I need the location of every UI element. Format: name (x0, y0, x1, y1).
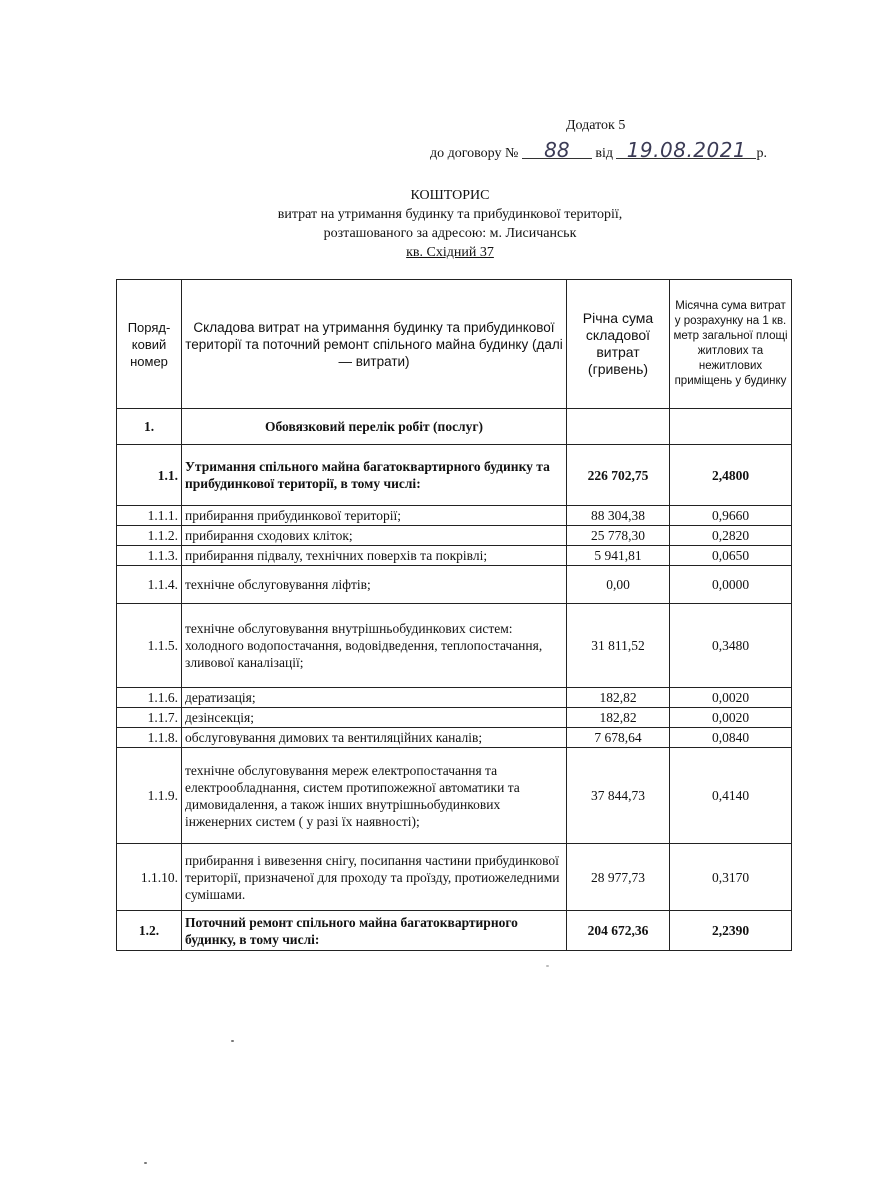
row-desc: Утримання спільного майна багатоквартирного будинку та прибудинкової території, в тому числі: (182, 445, 567, 506)
table-row (117, 445, 792, 506)
table-row (117, 728, 792, 748)
row-year: 88 304,38 (567, 506, 670, 526)
row-year: 204 672,36 (567, 911, 670, 951)
row-desc: технічне обслуговування мереж електропостачання та електрообладнання, систем протипожежної автоматики та димовидалення, а також інших внутрішньобудинкових інженерних систем ( у разі їх наявності); (182, 748, 567, 844)
header-num: Поряд-ковий номер (117, 280, 182, 409)
header-year: Річна сума складової витрат (гривень) (567, 280, 670, 409)
row-desc: дератизація; (182, 688, 567, 708)
section-num: 1. (117, 409, 182, 445)
row-desc: обслуговування димових та вентиляційних каналів; (182, 728, 567, 748)
scan-speck (231, 1040, 234, 1042)
table-row (117, 748, 792, 844)
table-row (117, 911, 792, 951)
row-month: 0,3170 (670, 844, 792, 911)
header-month: Місячна сума витрат у розрахунку на 1 кв. метр загальної площі житлових та нежитлових приміщень у будинку (670, 280, 792, 409)
table-row (117, 688, 792, 708)
contract-line (430, 138, 767, 162)
row-num: 1.1.8. (117, 728, 182, 748)
row-year: 182,82 (567, 688, 670, 708)
row-month: 0,0020 (670, 708, 792, 728)
row-num: 1.2. (117, 911, 182, 951)
row-month: 2,4800 (670, 445, 792, 506)
table-header-row (117, 280, 792, 409)
appendix-label: Додаток 5 (566, 118, 626, 133)
row-num: 1.1.1. (117, 506, 182, 526)
row-year: 25 778,30 (567, 526, 670, 546)
row-num: 1.1.2. (117, 526, 182, 546)
row-desc: прибирання підвалу, технічних поверхів та покрівлі; (182, 546, 567, 566)
row-year: 182,82 (567, 708, 670, 728)
row-desc: прибирання прибудинкової території; (182, 506, 567, 526)
row-num: 1.1.3. (117, 546, 182, 566)
row-month: 0,3480 (670, 604, 792, 688)
table-row (117, 604, 792, 688)
section-month (670, 409, 792, 445)
section-year (567, 409, 670, 445)
row-year: 31 811,52 (567, 604, 670, 688)
row-year: 7 678,64 (567, 728, 670, 748)
scan-speck (144, 1162, 147, 1164)
row-desc: технічне обслуговування внутрішньобудинкових систем: холодного водопостачання, водовідведення, теплопостачання, зливової каналізації; (182, 604, 567, 688)
scan-speck (546, 965, 549, 967)
table-row (117, 708, 792, 728)
row-year: 0,00 (567, 566, 670, 604)
row-month: 0,0000 (670, 566, 792, 604)
table-row (117, 506, 792, 526)
row-num: 1.1.9. (117, 748, 182, 844)
row-month: 0,0840 (670, 728, 792, 748)
doc-address: кв. Східний 37 (406, 245, 494, 260)
table-row (117, 566, 792, 604)
row-month: 0,0020 (670, 688, 792, 708)
row-month: 0,0650 (670, 546, 792, 566)
budget-table (116, 279, 792, 951)
row-year: 5 941,81 (567, 546, 670, 566)
row-num: 1.1.4. (117, 566, 182, 604)
table-row (117, 844, 792, 911)
row-desc: прибирання сходових кліток; (182, 526, 567, 546)
row-month: 0,9660 (670, 506, 792, 526)
row-month: 2,2390 (670, 911, 792, 951)
section-row (117, 409, 792, 445)
row-num: 1.1.10. (117, 844, 182, 911)
table-row (117, 526, 792, 546)
row-num: 1.1. (117, 445, 182, 506)
row-month: 0,2820 (670, 526, 792, 546)
doc-subtitle-2: розташованого за адресою: м. Лисичанськ (323, 226, 577, 241)
date-prefix: від (595, 146, 613, 161)
row-num: 1.1.7. (117, 708, 182, 728)
row-desc: дезінсекція; (182, 708, 567, 728)
row-year: 226 702,75 (567, 445, 670, 506)
row-desc: технічне обслуговування ліфтів; (182, 566, 567, 604)
date-suffix: р. (756, 146, 767, 161)
row-num: 1.1.5. (117, 604, 182, 688)
contract-date: 19.08.2021 (616, 142, 756, 159)
contract-prefix: до договору № (430, 146, 519, 161)
row-year: 37 844,73 (567, 748, 670, 844)
row-desc: Поточний ремонт спільного майна багатоквартирного будинку, в тому числі: (182, 911, 567, 951)
contract-number: 88 (522, 142, 592, 159)
header-desc: Складова витрат на утримання будинку та прибудинкової території та поточний ремонт спільного майна будинку (далі — витрати) (182, 280, 567, 409)
row-num: 1.1.6. (117, 688, 182, 708)
table-row (117, 546, 792, 566)
doc-subtitle-1: витрат на утримання будинку та прибудинкової території, (277, 207, 623, 222)
row-year: 28 977,73 (567, 844, 670, 911)
row-month: 0,4140 (670, 748, 792, 844)
doc-title: КОШТОРИС (410, 188, 490, 203)
section-title: Обовязковий перелік робіт (послуг) (182, 409, 567, 445)
title-block (200, 186, 700, 262)
row-desc: прибирання і вивезення снігу, посипання частини прибудинкової території, призначеної для проходу та проїзду, протиожеледними сумішами. (182, 844, 567, 911)
